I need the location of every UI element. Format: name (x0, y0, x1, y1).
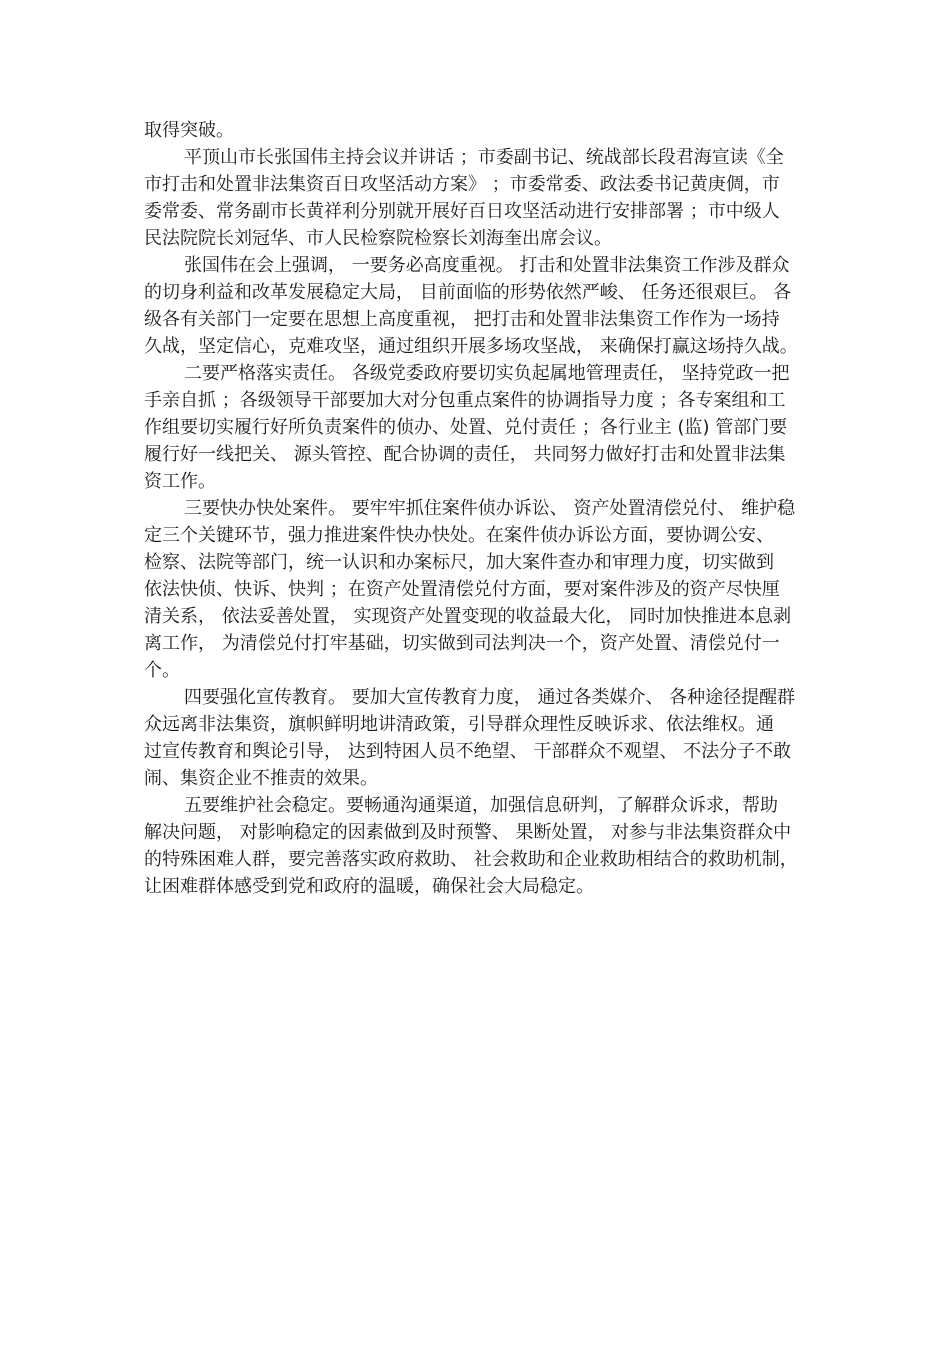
text-line: 市打击和处置非法集资百日攻坚活动方案》 ；市委常委、政法委书记黄庚倜，市 (144, 174, 780, 195)
paragraph-meeting-hosts (144, 144, 814, 252)
text-line: 久战，坚定信心，克难攻坚，通过组织开展多场攻坚战， 来确保打赢这场持久战。 (144, 336, 798, 357)
text-line: 取得突破。 (144, 120, 234, 141)
text-line: 众远离非法集资，旗帜鲜明地讲清政策，引导群众理性反映诉求、依法维权。通 (144, 714, 774, 735)
paragraph-point-two (144, 360, 814, 495)
text-line: 闹、集资企业不推责的效果。 (144, 768, 378, 789)
text-line: 清关系， 依法妥善处置， 实现资产处置变现的收益最大化， 同时加快推进本息剥 (144, 606, 792, 627)
text-line: 四要强化宣传教育。 要加大宣传教育力度， 通过各类媒介、 各种途径提醒群 (184, 687, 796, 708)
text-line: 二要严格落实责任。 各级党委政府要切实负起属地管理责任， 坚持党政一把 (184, 363, 790, 384)
paragraph-continuation (144, 117, 814, 144)
text-line: 民法院院长刘冠华、市人民检察院检察长刘海奎出席会议。 (144, 228, 612, 249)
text-line: 五要维护社会稳定。要畅通沟通渠道，加强信息研判，了解群众诉求，帮助 (184, 795, 778, 816)
text-line: 平顶山市长张国伟主持会议并讲话 ；市委副书记、统战部长段君海宣读《全 (184, 147, 784, 168)
text-line: 离工作， 为清偿兑付打牢基础，切实做到司法判决一个，资产处置、清偿兑付一 (144, 633, 780, 654)
text-line: 的特殊困难人群，要完善落实政府救助、 社会救助和企业救助相结合的救助机制， (144, 849, 798, 870)
text-line: 张国伟在会上强调， 一要务必高度重视。 打击和处置非法集资工作涉及群众 (184, 255, 790, 276)
text-line: 手亲自抓 ；各级领导干部要加大对分包重点案件的协调指导力度 ；各专案组和工 (144, 390, 786, 411)
text-line: 级各有关部门一定要在思想上高度重视， 把打击和处置非法集资工作作为一场持 (144, 309, 780, 330)
document-body (144, 117, 814, 900)
text-line: 个。 (144, 660, 180, 681)
paragraph-point-three (144, 495, 814, 684)
text-line: 委常委、常务副市长黄祥利分别就开展好百日攻坚活动进行安排部署 ；市中级人 (144, 201, 780, 222)
text-line: 作组要切实履行好所负责案件的侦办、处置、兑付责任 ；各行业主 (监) 管部门要 (144, 417, 788, 438)
text-line: 三要快办快处案件。 要牢牢抓住案件侦办诉讼、 资产处置清偿兑付、 维护稳 (184, 498, 796, 519)
paragraph-point-four (144, 684, 814, 792)
text-line: 检察、法院等部门，统一认识和办案标尺，加大案件查办和审理力度，切实做到 (144, 552, 774, 573)
text-line: 依法快侦、快诉、快判 ；在资产处置清偿兑付方面，要对案件涉及的资产尽快厘 (144, 579, 780, 600)
text-line: 的切身利益和改革发展稳定大局， 目前面临的形势依然严峻、 任务还很艰巨。 各 (144, 282, 792, 303)
text-line: 资工作。 (144, 471, 216, 492)
text-line: 过宣传教育和舆论引导， 达到特困人员不绝望、 干部群众不观望、 不法分子不敢 (144, 741, 792, 762)
text-line: 让困难群体感受到党和政府的温暖，确保社会大局稳定。 (144, 876, 594, 897)
paragraph-point-one (144, 252, 814, 360)
text-line: 定三个关键环节，强力推进案件快办快处。在案件侦办诉讼方面，要协调公安、 (144, 525, 774, 546)
paragraph-point-five (144, 792, 814, 900)
text-line: 解决问题， 对影响稳定的因素做到及时预警、 果断处置， 对参与非法集资群众中 (144, 822, 792, 843)
text-line: 履行好一线把关、 源头管控、配合协调的责任， 共同努力做好打击和处置非法集 (144, 444, 786, 465)
